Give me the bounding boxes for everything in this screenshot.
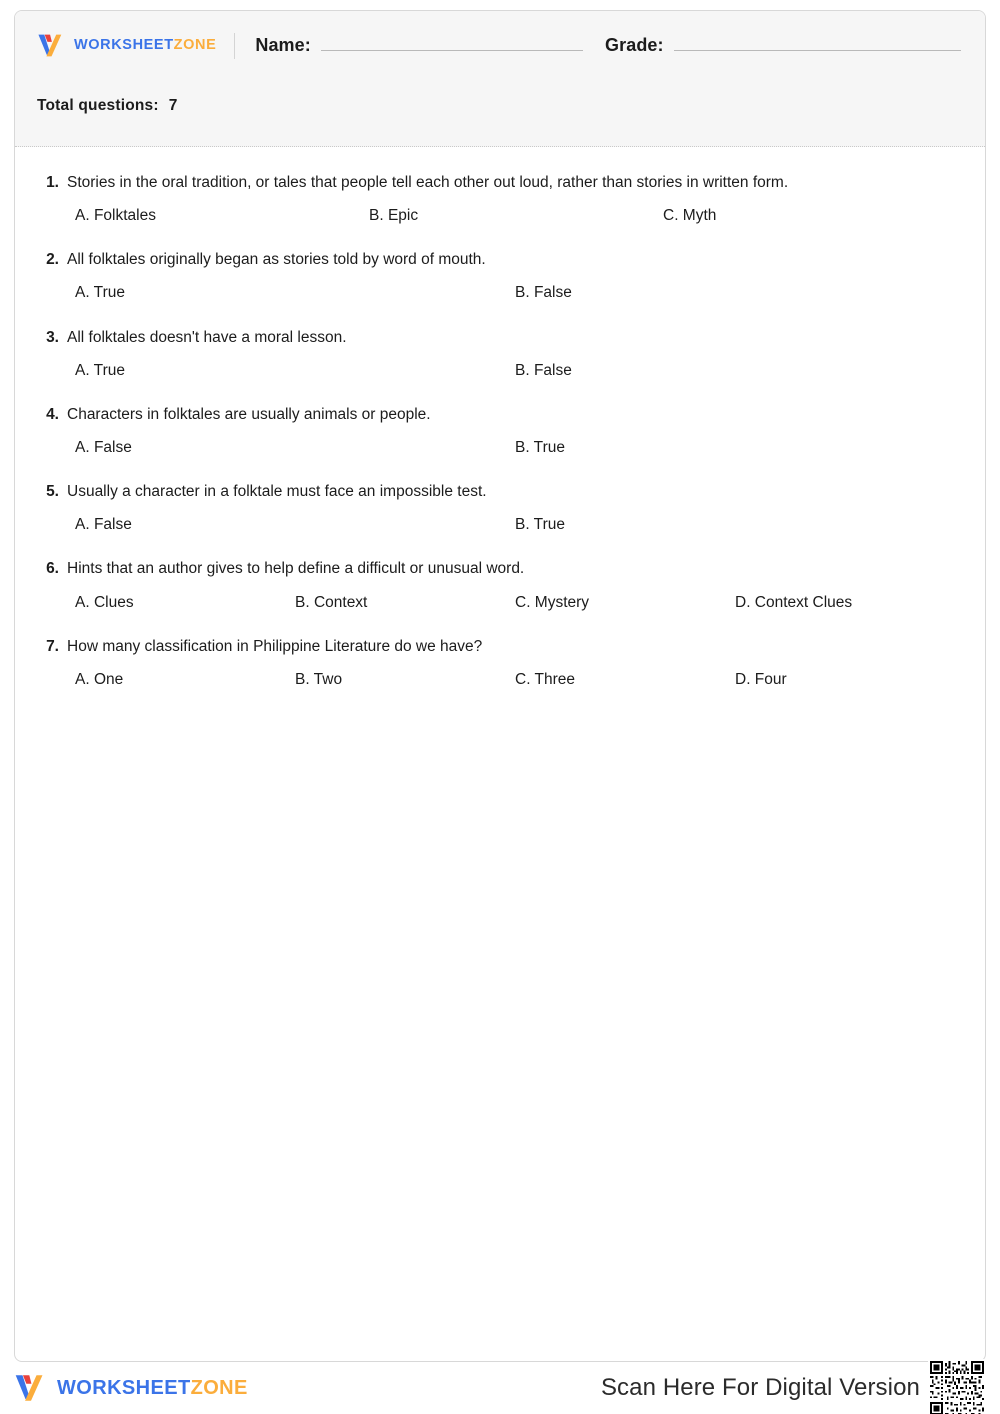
answer-option[interactable]: B. False [515,361,572,379]
total-questions [15,59,985,115]
questions-list [15,147,985,1361]
question-number: 5. [46,483,59,501]
question-item [37,250,963,303]
total-questions-count: 7 [168,97,178,114]
question-number: 1. [46,174,59,191]
worksheet-header [15,11,985,147]
worksheet-card [14,10,986,1362]
answer-option[interactable]: D. Context Clues [735,593,853,611]
question-item [37,405,963,458]
answer-option[interactable]: A. Clues [75,593,134,611]
answer-option[interactable]: B. Epic [369,207,419,225]
qr-code-icon[interactable] [928,1359,986,1414]
question-line [37,405,963,425]
question-line [37,328,963,348]
worksheet-zone-logo-icon [14,1373,48,1403]
answer-option[interactable]: B. Context [295,593,368,611]
answer-options [37,593,963,613]
brand-wordmark [74,38,216,53]
name-label: Name: [255,35,311,55]
answer-options [37,515,963,535]
question-item [37,559,963,612]
grade-field[interactable] [605,35,963,56]
answer-option[interactable]: C. Three [515,670,576,688]
question-item [37,328,963,381]
question-line [37,637,963,657]
answer-option[interactable]: C. Mystery [515,593,590,611]
footer-wordmark-worksheet: WORKSHEET [57,1377,191,1399]
answer-options [37,361,963,381]
answer-option[interactable]: B. True [515,516,565,534]
question-number: 4. [46,405,59,423]
answer-option[interactable]: A. False [75,516,132,534]
total-questions-label: Total questions: [37,97,159,114]
question-number: 3. [46,328,59,346]
scan-label: Scan Here For Digital Version [600,1374,920,1401]
question-line [37,250,963,270]
answer-option[interactable]: B. False [515,284,572,302]
question-text: Hints that an author gives to help define a difficult or unusual word. [67,560,525,578]
answer-options [37,670,963,690]
question-text: How many classification in Philippine Literature do we have? [67,637,483,655]
question-line [37,482,963,502]
question-text: Characters in folktales are usually animals or people. [67,405,431,423]
question-text: All folktales doesn't have a moral lesson. [67,328,347,346]
question-item [37,637,963,690]
footer-wordmark-zone: ZONE [190,1377,248,1399]
brand-wordmark-zone: ZONE [173,37,217,54]
footer-brand[interactable] [14,1373,248,1403]
answer-option[interactable]: B. Two [295,670,343,688]
grade-label: Grade: [605,35,664,55]
name-field[interactable] [255,35,583,56]
answer-options [37,438,963,458]
grade-input-line[interactable] [674,37,961,51]
question-item [37,482,963,535]
question-number: 6. [46,560,59,578]
header-divider [234,33,235,59]
header-row [15,11,985,59]
brand-wordmark-worksheet: WORKSHEET [74,37,174,54]
question-number: 2. [46,251,59,269]
name-input-line[interactable] [321,37,583,51]
worksheet-zone-logo-icon [37,33,66,58]
answer-option[interactable]: A. Folktales [75,207,156,225]
answer-options [37,283,963,303]
answer-option[interactable]: A. False [75,438,132,456]
answer-option[interactable]: C. Myth [663,207,717,225]
answer-option[interactable]: A. True [75,361,125,379]
question-text: Stories in the oral tradition, or tales that people tell each other out loud, rather than stories in written form. [67,174,789,191]
answer-option[interactable]: A. True [75,284,125,302]
answer-options [37,206,963,226]
answer-option[interactable]: B. True [515,438,565,456]
question-number: 7. [46,637,59,655]
question-line [37,173,963,193]
answer-option[interactable]: D. Four [735,670,787,688]
footer-brand-wordmark [57,1378,248,1398]
page-footer [0,1362,1000,1414]
question-line [37,559,963,579]
question-text: All folktales originally began as stories told by word of mouth. [67,251,486,269]
question-text: Usually a character in a folktale must face an impossible test. [67,483,487,501]
answer-option[interactable]: A. One [75,670,124,688]
question-item [37,173,963,226]
